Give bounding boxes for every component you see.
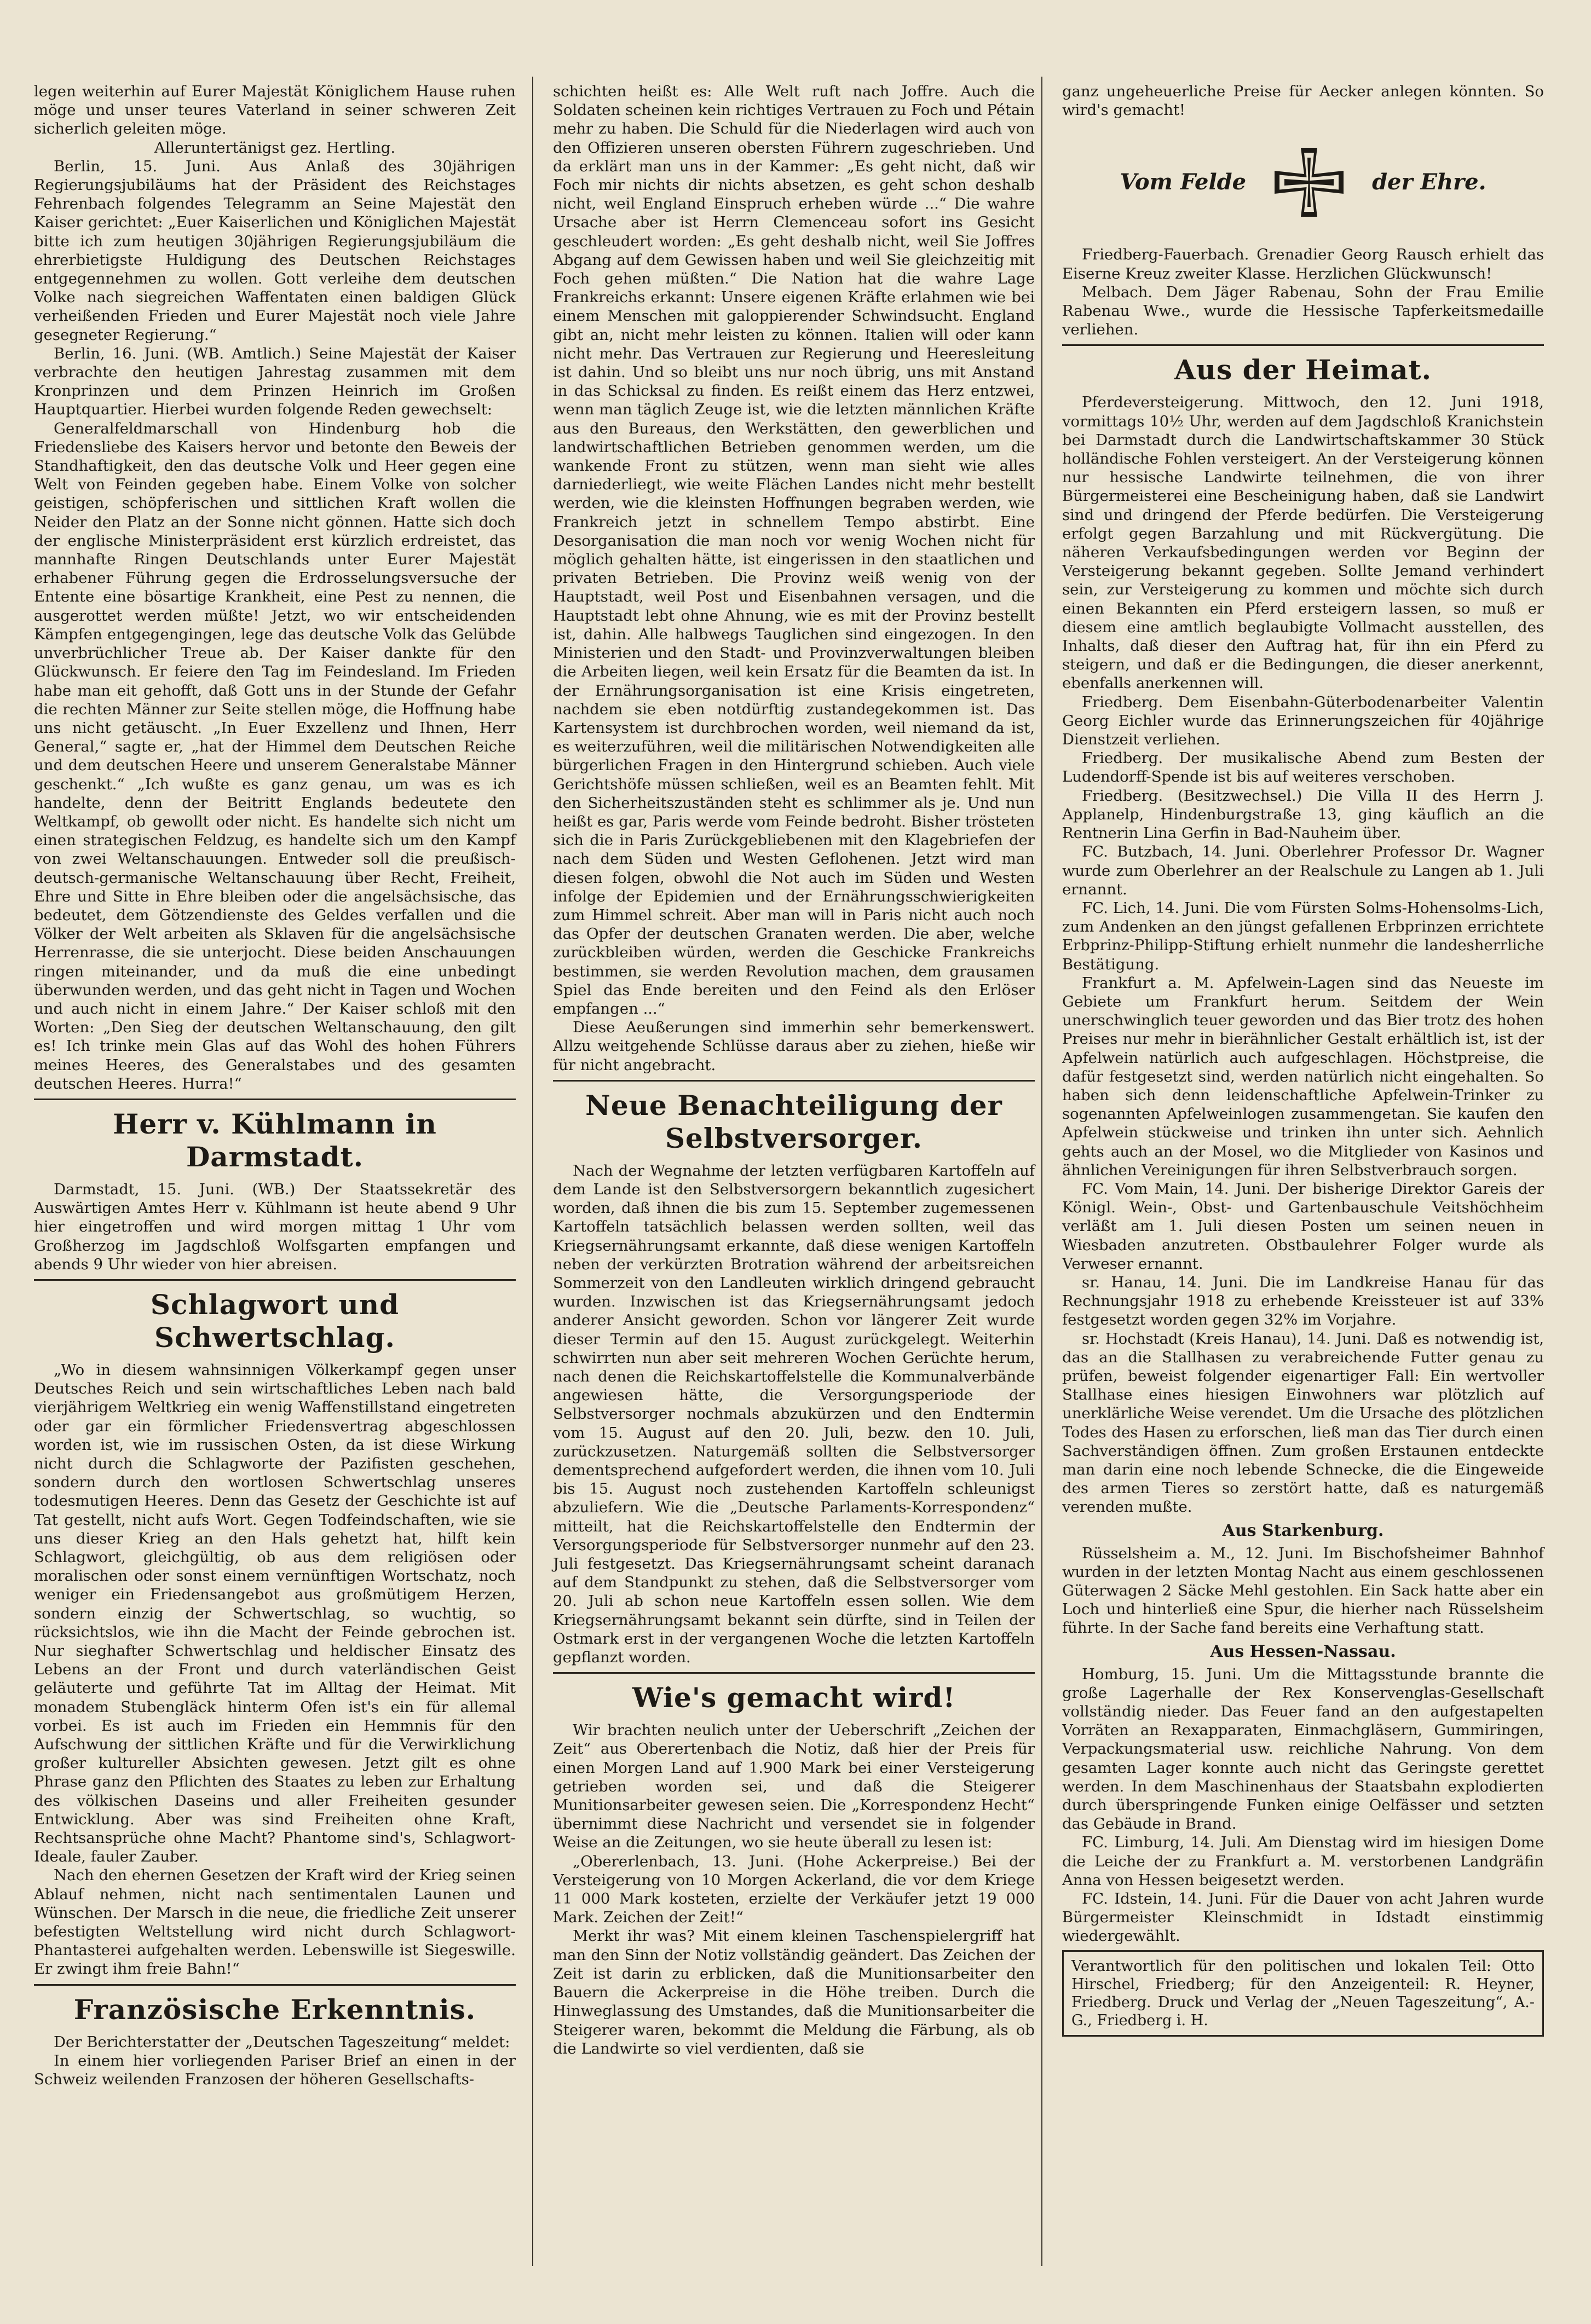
paragraph: FC. Limburg, 14. Juli. Am Dienstag wird im hiesigen Dome die Leiche der zu Frankfurt a. M. verstorbenen Landgräfin Anna von Hessen beigesetzt werden. xyxy=(1062,1834,1544,1889)
headline: Neue Benachteiligung der Selbstversorger. xyxy=(585,1089,1002,1154)
paragraph: In einem hier vorliegenden Pariser Brief an einen in der Schweiz weilenden Franzosen der höheren Gesellschafts- xyxy=(34,2051,516,2089)
paragraph: Friedberg. Dem Eisenbahn-Güterbodenarbeiter Valentin Georg Eichler wurde das Erinnerungszeichen für 40jährige Dienstzeit verliehen. xyxy=(1062,693,1544,749)
paragraph: Generalfeldmarschall von Hindenburg hob die Friedensliebe des Kaisers hervor und betonte den Beweis der Standhaftigkeit, den das deutsche Volk und Heer gegen eine Welt von Feinden gegeben habe. Einem Volke von solcher geistigen, schöpferischen und sittlichen Kraft wollen die Neider den Platz an der Sonne nicht gönnen. Hatte sich doch der englische Ministerpräsident erst kürzlich erdreistet, das mannhafte Ringen Deutschlands unter Eurer Majestät erhabener Führung gegen die Erdrosselungsversuche der Entente eine bösartige Krankheit, eine Pest zu nennen, die ausgerottet werden müßte! Jetzt, wo wir entscheidenden Kämpfen entgegengingen, lege das deutsche Volk das Gelübde unverbrüchlicher Treue ab. Der Kaiser dankte für den Glückwunsch. Er feiere den Tag im Feindesland. Im Frieden habe man eit gehofft, daß Gott uns in der Stunde der Gefahr die rechten Männer zur Seite stellen möge, die Hoffnung habe uns nicht getäuscht. „In Euer Exzellenz und Ihnen, Herr General,“ sagte er, „hat der Himmel dem Deutschen Reiche und dem deutschen Heere und unserem Generalstabe Männer geschenkt.“ „Ich wußte es ganz genau, um was es ich handelte, denn der Beitritt Englands bedeutete den Weltkampf, ob gewollt oder nicht. Es handelte sich nicht um einen strategischen Feldzug, es handelte sich um den Kampf von zwei Weltanschauungen. Entweder soll die preußisch-deutsch-germanische Weltanschauung über Recht, Freiheit, Ehre und Sitte in Ehre bleiben oder die angelsächsische, das bedeutet, dem Götzendienste des Geldes verfallen und die Völker der Welt arbeiten als Sklaven für die angelsächsische Herrenrasse, die sie unterjocht. Diese beiden Anschauungen ringen miteinander, und da muß die eine unbedingt überwunden werden, und das geht nicht in Tagen und Wochen und auch nicht in einem Jahre.“ Der Kaiser schloß mit den Worten: „Den Sieg der deutschen Weltanschauung, den gilt es! Ich trinke mein Glas auf das Wohl des hohen Führers meines Heeres, des Generalstabes und des gesamten deutschen Heeres. Hurra!“ xyxy=(34,419,516,1092)
paragraph: FC. Lich, 14. Juni. Die vom Fürsten Solms-Hohensolms-Lich, zum Andenken an den jüngst gefallenen Erbprinzen errichtete Erbprinz-Philipp-Stiftung erhielt nunmehr die landesherrliche Bestätigung. xyxy=(1062,899,1544,973)
headline: Herr v. Kühlmann in Darmstadt. xyxy=(113,1107,437,1173)
paragraph: Berlin, 16. Juni. (WB. Amtlich.) Seine Majestät der Kaiser verbrachte den heutigen Jahrestag zusammen mit dem Kronprinzen und dem Prinzen Heinrich im Großen Hauptquartier. Hierbei wurden folgende Reden gewechselt: xyxy=(34,344,516,419)
headline: Schlagwort und Schwertschlag. xyxy=(150,1288,400,1354)
column-2 xyxy=(553,82,1035,2058)
paragraph: sr. Hochstadt (Kreis Hanau), 14. Juni. Daß es notwendig ist, das an die Stallhasen zu verabreichende Futter genau zu prüfen, beweist folgender eigenartiger Fall: Ein wertvoller Stallhase eines hiesigen Einwohners war plötzlich auf unerklärliche Weise verendet. Um die Ursache des plötzlichen Todes des Hasen zu erforschen, ließ man das Tier durch einen Sachverständigen öffnen. Zum großen Erstaunen entdeckte man darin eine noch lebende Schnecke, die die Eingeweide des armen Tieres so zerstört hatte, daß es naturgemäß verenden mußte. xyxy=(1062,1329,1544,1516)
paragraph: Pferdeversteigerung. Mittwoch, den 12. Juni 1918, vormittags 10½ Uhr, werden auf dem Jagdschloß Kranichstein bei Darmstadt durch die Landwirtschaftskammer 30 Stück holländische Fohlen versteigert. An der Versteigerung können nur hessische Landwirte teilnehmen, die von ihrer Bürgermeisterei eine Bescheinigung haben, daß sie Landwirt sind und dringend der Pferde bedürfen. Die Versteigerung erfolgt gegen Barzahlung und mit Rückvergütung. Die näheren Verkaufsbedingungen werden vor Beginn der Versteigerung bekannt gegeben. Sollte Jemand verhindert sein, zur Versteigerung zu kommen und möchte sich durch einen Bekannten ein Pferd ersteigern lassen, so muß er diesem eine amtlich beglaubigte Vollmacht ausstellen, des Inhalts, daß dieser den Auftrag hat, für ihn ein Pferd zu steigern, und daß er die Bedingungen, die dieser anerkennt, ebenfalls anerkennen will. xyxy=(1062,394,1544,692)
section-title-left: Vom Felde xyxy=(1120,169,1247,195)
paragraph: Homburg, 15. Juni. Um die Mittagsstunde brannte die große Lagerhalle der Rex Konservenglas-Gesellschaft vollständig nieder. Das Feuer fand an den aufgestapelten Vorräten an Rexapparaten, Einmachgläsern, Gummiringen, Verpackungsmaterial usw. reichliche Nahrung. Von dem gesamten Lager konnte auch nicht das Geringste gerettet werden. In dem Maschinenhaus der Staatsbahn explodierten durch überspringende Funken einige Oelfässer und setzten das Gebäude in Brand. xyxy=(1062,1665,1544,1833)
paragraph: FC. Vom Main, 14. Juni. Der bisherige Direktor Gareis der Königl. Wein-, Obst- und Gartenbauschule Veitshöchheim verläßt am 1. Juli diesen Posten um seinen neuen in Wiesbaden anzutreten. Obstbaulehrer Folger wurde als Verweser ernannt. xyxy=(1062,1180,1544,1273)
headline: Aus der Heimat. xyxy=(1174,354,1432,386)
column-1 xyxy=(34,82,516,2089)
section-title-right: der Ehre. xyxy=(1372,169,1486,195)
paragraph: Der Berichterstatter der „Deutschen Tageszeitung“ meldet: xyxy=(54,2033,510,2051)
subheadline: Aus Starkenburg. xyxy=(1222,1521,1384,1540)
iron-cross-icon xyxy=(1268,141,1350,223)
paragraph: Diese Aeußerungen sind immerhin sehr bemerkenswert. Allzu weitgehende Schlüsse daraus aber zu ziehen, hieße wir für nicht angebracht. xyxy=(553,1019,1035,1074)
paragraph: Berlin, 15. Juni. Aus Anlaß des 30jährigen Regierungsjubiläums hat der Präsident des Reichstages Fehrenbach folgendes Telegramm an Seine Majestät den Kaiser gerichtet: „Euer Kaiserlichen und Königlichen Majestät bitte ich zum heutigen 30jährigen Regierungsjubiläum die ehrerbietigste Huldigung des Deutschen Reichstages entgegennehmen zu wollen. Gott verleihe dem deutschen Volke nach siegreichen Waffentaten einen baldigen Glück verheißenden Frieden und Eurer Majestät noch viele Jahre gesegneter Regierung.“ xyxy=(34,157,516,344)
subheadline: Aus Hessen-Nassau. xyxy=(1210,1641,1396,1661)
headline: Französische Erkenntnis. xyxy=(73,1993,476,2026)
paragraph: „Wo in diesem wahnsinnigen Völkerkampf gegen unser Deutsches Reich und sein wirtschaftliches Leben nach bald vierjährigem Weltkrieg ein wenig Waffenstillstand eingetreten oder gar ein förmlicher Friedensvertrag abgeschlossen worden ist, wie im russischen Osten, da ist diese Wirkung nicht durch die Schlagworte der Pazifisten geschehen, sondern durch den wortlosen Schwertschlag unseres todesmutigen Heeres. Denn das Gesetz der Geschichte ist auf Tat gestellt, nicht aufs Wort. Gegen Todfeindschaften, wie sie uns dieser Krieg an den Hals gehetzt hat, hilft kein Schlagwort, gleichgültig, ob aus dem religiösen oder moralischen oder sonst einem vernünftigen Wortschatz, noch weniger ein Friedensangebot aus großmütigem Herzen, sondern einzig der Schwertschlag, so wuchtig, so rücksichtslos, wie ihn die Macht der Feinde gebrochen ist. Nur sieghafter Schwertschlag und heldischer Einsatz des Lebens an der Front und durch vaterländischen Geist geläuterte und geführte Tat im Alltag der Heimat. Mit monadem Stubengläck hinterm Ofen ist's ein für allemal vorbei. Es ist auch im Frieden ein Hemmnis für den Aufschwung der sittlichen Kräfte und für die Verwirklichung großer kultureller Absichten gewesen. Jetzt gilt es ohne Phrase ganz den Pflichten des Staates zu leben zur Erhaltung des völkischen Daseins und aller Freiheiten gesunder Entwicklung. Aber was sind Freiheiten ohne Kraft, Rechtsansprüche ohne Macht? Phantome sind's, Schlagwort-Ideale, fauler Zauber. xyxy=(34,1361,516,1866)
paragraph: Frankfurt a. M. Apfelwein-Lagen sind das Neueste im Gebiete um Frankfurt herum. Seitdem der Wein unerschwinglich teuer geworden und das Bier trotz des hohen Preises nur mehr in bierähnlicher Gestalt erhältlich ist, ist der Apfelwein natürlich auch aufgeschlagen. Höchstpreise, die dafür festgesetzt sind, werden natürlich nicht eingehalten. So haben sich denn leidenschaftliche Apfelwein-Trinker zu sogenannten Apfelweinlogen zusammengetan. Sie kaufen den Apfelwein stückweise und trinken ihn unter sich. Aehnlich gehts auch an der Mosel, wo die Mitglieder von Kasinos und ähnlichen Vereinigungen für ihren Selbstverbrauch sorgen. xyxy=(1062,974,1544,1179)
section-header-vom-felde xyxy=(1062,141,1544,223)
column-divider xyxy=(532,77,533,2266)
paragraph: Wir brachten neulich unter der Ueberschrift „Zeichen der Zeit“ aus Oberertenbach die Notiz, daß hier der Preis für einen Morgen Land auf 1.900 Mark bei einer Versteigerung getrieben worden sei, und daß die Steigerer Munitionsarbeiter gewesen seien. Die „Korrespondenz Hecht“ übernimmt diese Nachricht und versendet sie in folgender Weise an die Zeitungen, wo sie heute überall zu lesen ist: xyxy=(553,1721,1035,1852)
divider xyxy=(1062,344,1544,346)
divider xyxy=(553,1672,1035,1674)
headline: Wie's gemacht wird! xyxy=(632,1681,956,1714)
divider xyxy=(34,1984,516,1986)
paragraph: Rüsselsheim a. M., 12. Juni. Im Bischofsheimer Bahnhof wurden in der letzten Montag Nacht aus einem geschlossenen Güterwagen 2 Säcke Mehl gestohlen. Ein Sack hatte aber ein Loch und hinterließ eine Spur, die hierher nach Rüsselsheim führte. In der Sache fand bereits eine Verhaftung statt. xyxy=(1062,1544,1544,1637)
paragraph: Nach den ehernen Gesetzen der Kraft wird der Krieg seinen Ablauf nehmen, nicht nach sentimentalen Launen und Wünschen. Der Marsch in die neue, die friedliche Zeit unserer befestigten Weltstellung wird nicht durch Schlagwort-Phantasterei aufgehalten werden. Lebenswille ist Siegeswille. Er zwingt ihm freie Bahn!“ xyxy=(34,1866,516,1978)
paragraph: Melbach. Dem Jäger Rabenau, Sohn der Frau Emilie Rabenau Wwe., wurde die Hessische Tapferkeitsmedaille verliehen. xyxy=(1062,283,1544,339)
paragraph: Friedberg. (Besitzwechsel.) Die Villa II des Herrn J. Applanelp, Hindenburgstraße 13, ging käuflich an die Rentnerin Lina Gerfin in Bad-Nauheim über. xyxy=(1062,787,1544,842)
paragraph: „Obererlenbach, 13. Juni. (Hohe Ackerpreise.) Bei der Versteigerung von 10 Morgen Ackerland, die vor dem Kriege 11 000 Mark kosteten, erzielte der Verkäufer jetzt 19 000 Mark. Zeichen der Zeit!“ xyxy=(553,1852,1035,1927)
divider xyxy=(34,1279,516,1281)
paragraph: legen weiterhin auf Eurer Majestät Königlichem Hause ruhen möge und unser teures Vaterland in seiner schweren Zeit sicherlich geleiten möge. xyxy=(34,83,516,138)
divider xyxy=(553,1080,1035,1082)
paragraph: FC. Butzbach, 14. Juni. Oberlehrer Professor Dr. Wagner wurde zum Oberlehrer an der Realschule zu Langen ab 1. Juli ernannt. xyxy=(1062,843,1544,898)
paragraph: FC. Idstein, 14. Juni. Für die Dauer von acht Jahren wurde Bürgermeister Kleinschmidt in Idstadt einstimmig wiedergewählt. xyxy=(1062,1890,1544,1945)
paragraph: Nach der Wegnahme der letzten verfügbaren Kartoffeln auf dem Lande ist den Selbstversorgern bekanntlich zugesichert worden, daß ihnen die bis zum 15. September zugemessenen Kartoffeln tatsächlich belassen werden sollten, weil das Kriegsernährungsamt erkannte, daß diese wenigen Kartoffeln neben der verkürzten Brotration während der arbeitsreichen Sommerzeit von den Landleuten wirklich dringend gebraucht wurden. Inzwischen ist das Kriegsernährungsamt jedoch anderer Ansicht geworden. Schon vor längerer Zeit wurde dieser Termin auf den 15. August zurückgelegt. Weiterhin schwirrten nun aber seit mehreren Wochen Gerüchte herum, nach denen die Reichskartoffelstelle die Kommunalverbände angewiesen hätte, die Versorgungsperiode der Selbstversorger nochmals abzukürzen und den Endtermin vom 15. August auf den 20. Juli, bezw. den 10. Juli, zurückzusetzen. Naturgemäß sollten die Selbstversorger dementsprechend aufgefordert werden, die ihnen vom 10. Juli bis 15. August noch zustehenden Kartoffeln schleunigst abzuliefern. Wie die „Deutsche Parlaments-Korrespondenz“ mitteilt, hat die Reichskartoffelstelle den Endtermin der Versorgungsperiode für Selbstversorger nunmehr auf den 23. Juli festgesetzt. Das Kriegsernährungsamt scheint daranach auf dem Standpunkt zu stehen, daß die Selbstversorger vom 20. Juli ab schon neue Kartoffeln essen sollen. Wie dem Kriegsernährungsamt bekannt sein dürfte, sind in Teilen der Ostmark erst in der vergangenen Woche die letzten Kartoffeln gepflanzt worden. xyxy=(553,1161,1035,1667)
imprint: Verantwortlich für den politischen und lokalen Teil: Otto Hirschel, Friedberg; für den Anzeigenteil: R. Heyner, Friedberg. Druck und Verlag der „Neuen Tageszeitung“, A.-G., Friedberg i. H. xyxy=(1062,1950,1544,2037)
signature: Alleruntertänigst gez. Hertling. xyxy=(154,138,396,157)
paragraph: ganz ungeheuerliche Preise für Aecker anlegen könnten. So wird's gemacht! xyxy=(1062,83,1544,119)
paragraph: Friedberg-Fauerbach. Grenadier Georg Rausch erhielt das Eiserne Kreuz zweiter Klasse. Herzlichen Glückwunsch! xyxy=(1062,246,1544,282)
paragraph: sr. Hanau, 14. Juni. Die im Landkreise Hanau für das Rechnungsjahr 1918 zu erhebende Kreissteuer ist auf 33% festgesetzt worden gegen 32% im Vorjahre. xyxy=(1062,1273,1544,1329)
paragraph: Darmstadt, 15. Juni. (WB.) Der Staatssekretär des Auswärtigen Amtes Herr v. Kühlmann ist heute abend 9 Uhr hier eingetroffen und wird morgen mittag 1 Uhr vom Großherzog im Jagdschloß Wolfsgarten empfangen und abends 9 Uhr wieder von hier abreisen. xyxy=(34,1180,516,1273)
paragraph: schichten heißt es: Alle Welt ruft nach Joffre. Auch die Soldaten scheinen kein richtiges Vertrauen zu Foch und Pétain mehr zu haben. Die Schuld für die Niederlagen wird auch von den Offizieren unseren obersten Führern zugeschrieben. Und da erklärt man uns in der Kammer: „Es geht nicht, daß wir Foch mir nichts dir nichts absetzen, es geht schon deshalb nicht, weil England Einspruch erheben würde ...“ Die wahre Ursache aber ist Herrn Clemenceau sofort ins Gesicht geschleudert worden: „Es geht deshalb nicht, weil Sie Joffres Abgang auf dem Gewissen haben und weil Sie gleichzeitig mit Foch gehen müßten.“ Die Nation hat die wahre Lage Frankreichs erkannt: Unsere eigenen Kräfte erlahmen wie bei einem Menschen mit galoppierender Schwindsucht. England gibt an, nicht mehr leisten zu können. Italien will oder kann nicht mehr. Das Vertrauen zur Regierung und Heeresleitung ist dahin. Und so bleibt uns nur noch übrig, uns mit Anstand in das Schicksal zu finden. Es reißt einem das Herz entzwei, wenn man täglich Zeuge ist, wie die letzten männlichen Kräfte aus den Bureaus, den Werkstätten, den gewerblichen und landwirtschaftlichen Betrieben genommen werden, um die wankende Front zu stützen, wenn man sieht wie alles darniederliegt, wie weite Flächen Landes nicht mehr bestellt werden, wie die kleinsten Hoffnungen begraben werden, wie Frankreich jetzt in schnellem Tempo abstirbt. Eine Desorganisation die man noch vor wenig Wochen nicht für möglich gehalten hätte, ist eingerissen in den staatlichen und privaten Betrieben. Die Provinz weiß wenig von der Hauptstadt, weil Post und Eisenbahnen versagen, und die Hauptstadt lebt ohne Ahnung, wie es mit der Provinz bestellt ist, dahin. Alle halbwegs Tauglichen sind eingezogen. In den Ministerien und den Stadt- und Provinzverwaltungen bleiben die Arbeiten liegen, weil kein Ersatz für die Beamten da ist. In der Ernährungsorganisation ist eine Krisis eingetreten, nachdem sie eben notdürftig zustandegekommen ist. Das Kartensystem ist durchbrochen worden, weil niemand da ist, es weiterzuführen, weil die militärischen Notwendigkeiten alle bürgerlichen Fragen in den Hintergrund schieben. Auch viele Gerichtshöfe müssen schließen, weil es an Beamten fehlt. Mit den Sicherheitszuständen steht es schlimmer als je. Und nun heißt es gar, Paris werde vom Feinde bedroht. Bisher trösteten sich die in Paris Zurückgebliebenen mit den Klagebriefen der nach dem Süden und Westen Geflohenen. Jetzt wird man diesen folgen, obwohl die Not auch im Süden und Westen infolge der Epidemien und der Ernährungsschwierigkeiten zum Himmel schreit. Aber man will in Paris nicht auch noch das Opfer der deutschen Granaten werden. Die aber, welche zurückbleiben würden, werden die Geschicke Frankreichs bestimmen, sie werden Revolution machen, dem grausamen Spiel das Ende bereiten und den Feind als den Erlöser empfangen ...“ xyxy=(553,83,1035,1018)
paragraph: Friedberg. Der musikalische Abend zum Besten der Ludendorff-Spende ist bis auf weiteres verschoben. xyxy=(1062,749,1544,786)
paragraph: Merkt ihr was? Mit einem kleinen Taschenspielergriff hat man den Sinn der Notiz vollständig geändert. Das Zeichen der Zeit ist darin zu erblicken, daß die Munitionsarbeiter den Bauern die Ackerpreise in die Höhe treiben. Durch die Hinweglassung des Umstandes, daß die Munitionsarbeiter die Steigerer waren, bekommt die Meldung die Färbung, als ob die Landwirte so viel verdienten, daß sie xyxy=(553,1927,1035,2057)
divider xyxy=(34,1099,516,1100)
column-3 xyxy=(1062,82,1544,2037)
column-divider xyxy=(1041,77,1042,2266)
